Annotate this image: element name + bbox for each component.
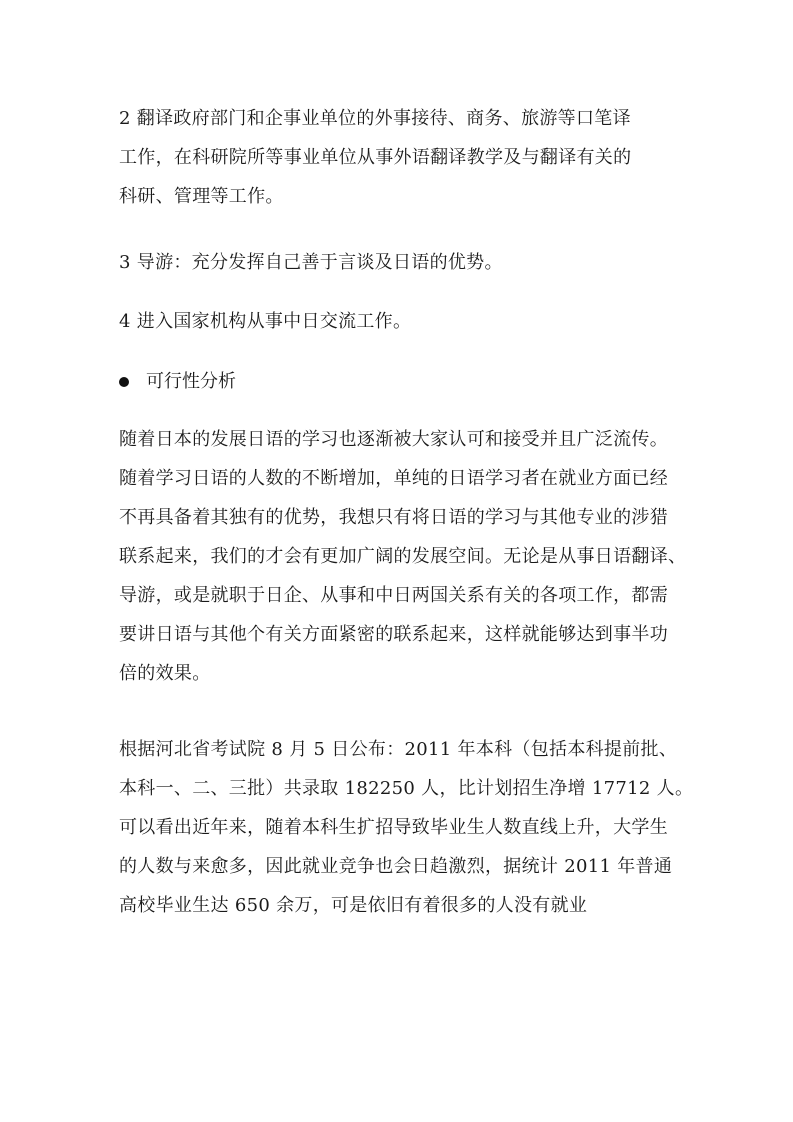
- text-line: 倍的效果。: [119, 663, 211, 684]
- text-line: 本科一、二、三批）共录取 182250 人，比计划招生净增 17712 人。: [119, 778, 694, 799]
- text-line: 的人数与来愈多，因此就业竞争也会日趋激烈，据统计 2011 年普通: [119, 856, 673, 877]
- paragraph-feasibility: [119, 420, 687, 693]
- text-line: 要讲日语与其他个有关方面紧密的联系起来，这样就能够达到事半功: [119, 624, 668, 645]
- paragraph-translation-jobs: [119, 99, 679, 216]
- text-line: 随着日本的发展日语的学习也逐渐被大家认可和接受并且广泛流传。: [119, 429, 668, 450]
- paragraph-state-agency: [119, 302, 679, 341]
- text-line: 3 导游：充分发挥自己善于言谈及日语的优势。: [119, 252, 503, 273]
- paragraph-enrollment-stats: [119, 730, 694, 925]
- section-heading: 可行性分析: [146, 371, 236, 392]
- bullet-icon: [119, 377, 129, 387]
- text-line: 高校毕业生达 650 余万，可是依旧有着很多的人没有就业: [119, 895, 588, 916]
- text-line: 可以看出近年来，随着本科生扩招导致毕业生人数直线上升，大学生: [119, 817, 668, 838]
- text-line: 联系起来，我们的才会有更加广阔的发展空间。无论是从事日语翻译、: [119, 546, 687, 567]
- text-line: 导游，或是就职于日企、从事和中日两国关系有关的各项工作，都需: [119, 585, 668, 606]
- text-line: 随着学习日语的人数的不断增加，单纯的日语学习者在就业方面已经: [119, 468, 668, 489]
- bullet-heading: [119, 367, 236, 397]
- text-line: 根据河北省考试院 8 月 5 日公布：2011 年本科（包括本科提前批、: [119, 739, 678, 760]
- paragraph-tour-guide: [119, 243, 679, 282]
- text-line: 4 进入国家机构从事中日交流工作。: [119, 311, 412, 332]
- text-line: 不再具备着其独有的优势，我想只有将日语的学习与其他专业的涉猎: [119, 507, 668, 528]
- text-line: 科研、管理等工作。: [119, 186, 284, 207]
- text-line: 2 翻译政府部门和企事业单位的外事接待、商务、旅游等口笔译: [119, 108, 631, 129]
- text-line: 工作，在科研院所等事业单位从事外语翻译教学及与翻译有关的: [119, 147, 632, 168]
